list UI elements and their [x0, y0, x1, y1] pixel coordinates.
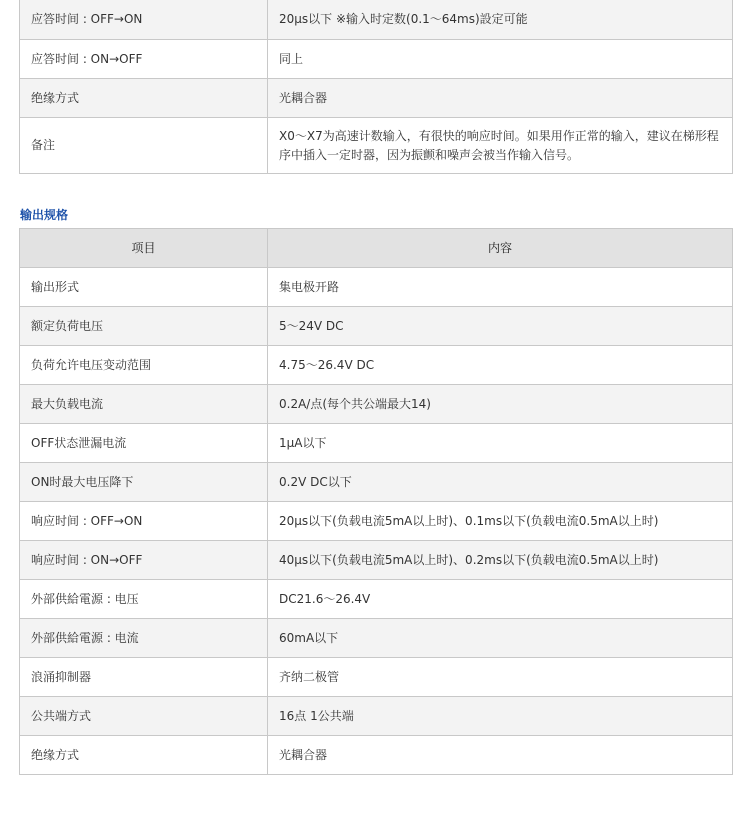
item-cell: ON时最大电压降下 — [20, 463, 268, 502]
table-row — [20, 658, 733, 697]
content-cell: DC21.6～26.4V — [268, 580, 733, 619]
item-cell: 公共端方式 — [20, 697, 268, 736]
item-cell: 最大负载电流 — [20, 385, 268, 424]
table-row — [20, 385, 733, 424]
table-row — [20, 502, 733, 541]
table-header-row — [20, 229, 733, 268]
content-cell: 20μs以下(负载电流5mA以上时)、0.1ms以下(负载电流0.5mA以上时) — [268, 502, 733, 541]
table-row — [20, 268, 733, 307]
content-cell: 60mA以下 — [268, 619, 733, 658]
table-row — [20, 697, 733, 736]
input-spec-table — [19, 0, 733, 174]
table-row — [20, 346, 733, 385]
content-cell: 光耦合器 — [268, 736, 733, 775]
item-cell: OFF状态泄漏电流 — [20, 424, 268, 463]
item-cell: 响应时间 : OFF→ON — [20, 502, 268, 541]
content-cell: 齐纳二极管 — [268, 658, 733, 697]
item-cell: 外部供給電源 : 电压 — [20, 580, 268, 619]
item-cell: 应答时间 : OFF→ON — [20, 0, 268, 40]
item-cell: 浪涌抑制器 — [20, 658, 268, 697]
table-row — [20, 0, 733, 40]
column-header-content: 内容 — [268, 229, 733, 268]
content-cell: 40μs以下(负载电流5mA以上时)、0.2ms以下(负载电流0.5mA以上时) — [268, 541, 733, 580]
content-cell: X0～X7为高速计数输入，有很快的响应时间。如果用作正常的输入，建议在梯形程序中插入一定时器，因为振颤和噪声会被当作输入信号。 — [268, 118, 733, 174]
table-row — [20, 580, 733, 619]
item-cell: 绝缘方式 — [20, 79, 268, 118]
output-spec-heading: 输出规格 — [20, 208, 69, 222]
table-row — [20, 79, 733, 118]
item-cell: 应答时间 : ON→OFF — [20, 40, 268, 79]
output-spec-table — [19, 228, 733, 775]
table-row — [20, 307, 733, 346]
content-cell: 16点 1公共端 — [268, 697, 733, 736]
content-cell: 0.2V DC以下 — [268, 463, 733, 502]
table-row — [20, 424, 733, 463]
content-cell: 1μA以下 — [268, 424, 733, 463]
table-row — [20, 541, 733, 580]
content-cell: 光耦合器 — [268, 79, 733, 118]
content-cell: 同上 — [268, 40, 733, 79]
item-cell: 响应时间 : ON→OFF — [20, 541, 268, 580]
content-cell: 集电极开路 — [268, 268, 733, 307]
item-cell: 输出形式 — [20, 268, 268, 307]
table-row — [20, 118, 733, 174]
item-cell: 额定负荷电压 — [20, 307, 268, 346]
content-cell: 5～24V DC — [268, 307, 733, 346]
item-cell: 负荷允许电压变动范围 — [20, 346, 268, 385]
column-header-item: 项目 — [20, 229, 268, 268]
table-row — [20, 736, 733, 775]
table-row — [20, 40, 733, 79]
item-cell: 绝缘方式 — [20, 736, 268, 775]
table-row — [20, 619, 733, 658]
table-row — [20, 463, 733, 502]
item-cell: 外部供給電源 : 电流 — [20, 619, 268, 658]
content-cell: 0.2A/点(每个共公端最大14) — [268, 385, 733, 424]
item-cell: 备注 — [20, 118, 268, 174]
content-cell: 4.75～26.4V DC — [268, 346, 733, 385]
content-cell: 20μs以下 ※输入时定数(0.1～64ms)設定可能 — [268, 0, 733, 40]
